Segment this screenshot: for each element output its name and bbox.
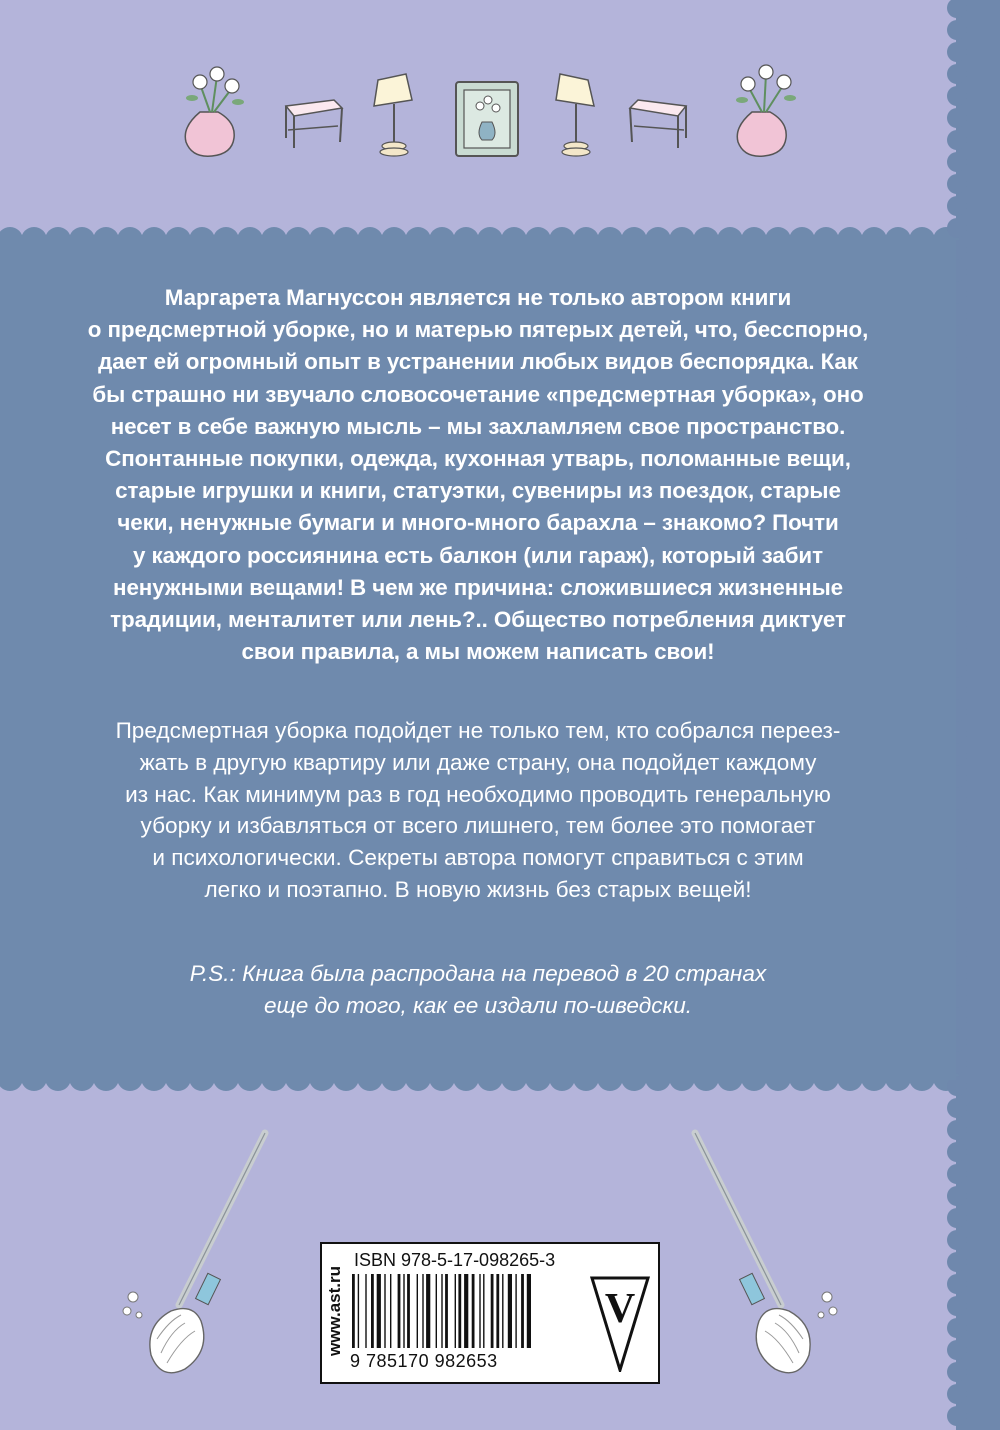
regular-line: легко и поэтапно. В новую жизнь без старых вещей! <box>204 876 752 902</box>
regular-line: жать в другую квартиру или даже страну, она подойдет каждому <box>139 749 817 775</box>
description-regular <box>40 715 916 906</box>
regular-line: и психологически. Секреты автора помогут справиться с этим <box>152 845 804 871</box>
bold-line: о предсмертной уборке, но и матерью пятерых детей, что, бесспорно, <box>87 317 869 343</box>
bold-line: бы страшно ни звучало словосочетание «предсмертная уборка», оно <box>92 381 864 407</box>
bold-line: несет в себе важную мысль – мы захламляем свое пространство. <box>110 413 846 439</box>
regular-line: из нас. Как минимум раз в год необходимо проводить генеральную <box>125 781 831 807</box>
bold-line: традиции, менталитет или лень?.. Общество потребления диктует <box>110 607 846 633</box>
postscript <box>40 958 916 1022</box>
bold-line: дает ей огромный опыт в устранении любых видов беспорядка. Как <box>98 349 858 375</box>
bold-line: Маргарета Магнуссон является не только автором книги <box>164 285 792 310</box>
bold-line: Спонтанные покупки, одежда, кухонная утварь, поломанные вещи, <box>105 446 851 472</box>
stool-icon <box>630 100 686 148</box>
bold-line: у каждого россиянина есть балкон (или гараж), который забит <box>133 542 823 568</box>
publisher-logo-icon <box>590 1276 650 1372</box>
bold-line: свои правила, а мы можем написать свои! <box>241 639 715 665</box>
ps-line: P.S.: Книга была распродана на перевод в 20 странах <box>189 961 767 986</box>
bold-line: старые игрушки и книги, статуэтки, сувениры из поездок, старые <box>115 478 841 504</box>
bold-line: ненужными вещами! В чем же причина: сложившиеся жизненные <box>113 574 843 600</box>
ps-line: еще до того, как ее издали по-шведски. <box>263 993 693 1018</box>
regular-line: Предсмертная уборка подойдет не только тем, кто собрался переез- <box>115 718 841 743</box>
isbn-label: ISBN 978-5-17-098265-3 <box>354 1250 556 1270</box>
framed-picture-icon <box>456 82 518 156</box>
lamp-icon <box>556 74 594 156</box>
mop-icon <box>685 1125 845 1385</box>
lamp-icon <box>374 74 412 156</box>
mop-icon <box>115 1125 275 1385</box>
stool-icon <box>286 100 342 148</box>
barcode-bars <box>352 1274 582 1350</box>
regular-line: уборку и избавляться от всего лишнего, тем более это помогает <box>140 813 816 839</box>
vase-with-flowers-icon <box>185 67 244 156</box>
publisher-site-text: www.ast.ru <box>325 1265 344 1357</box>
vase-with-flowers-icon <box>736 65 796 156</box>
top-decoration-row <box>160 62 860 172</box>
description-bold <box>40 282 916 668</box>
bold-line: чеки, ненужные бумаги и много-много барахла – знакомо? Почти <box>117 510 839 536</box>
publisher-logo-letter: V <box>604 1286 636 1332</box>
publisher-site <box>322 1244 348 1378</box>
ean-digits: 9 785170 982653 <box>350 1351 498 1371</box>
